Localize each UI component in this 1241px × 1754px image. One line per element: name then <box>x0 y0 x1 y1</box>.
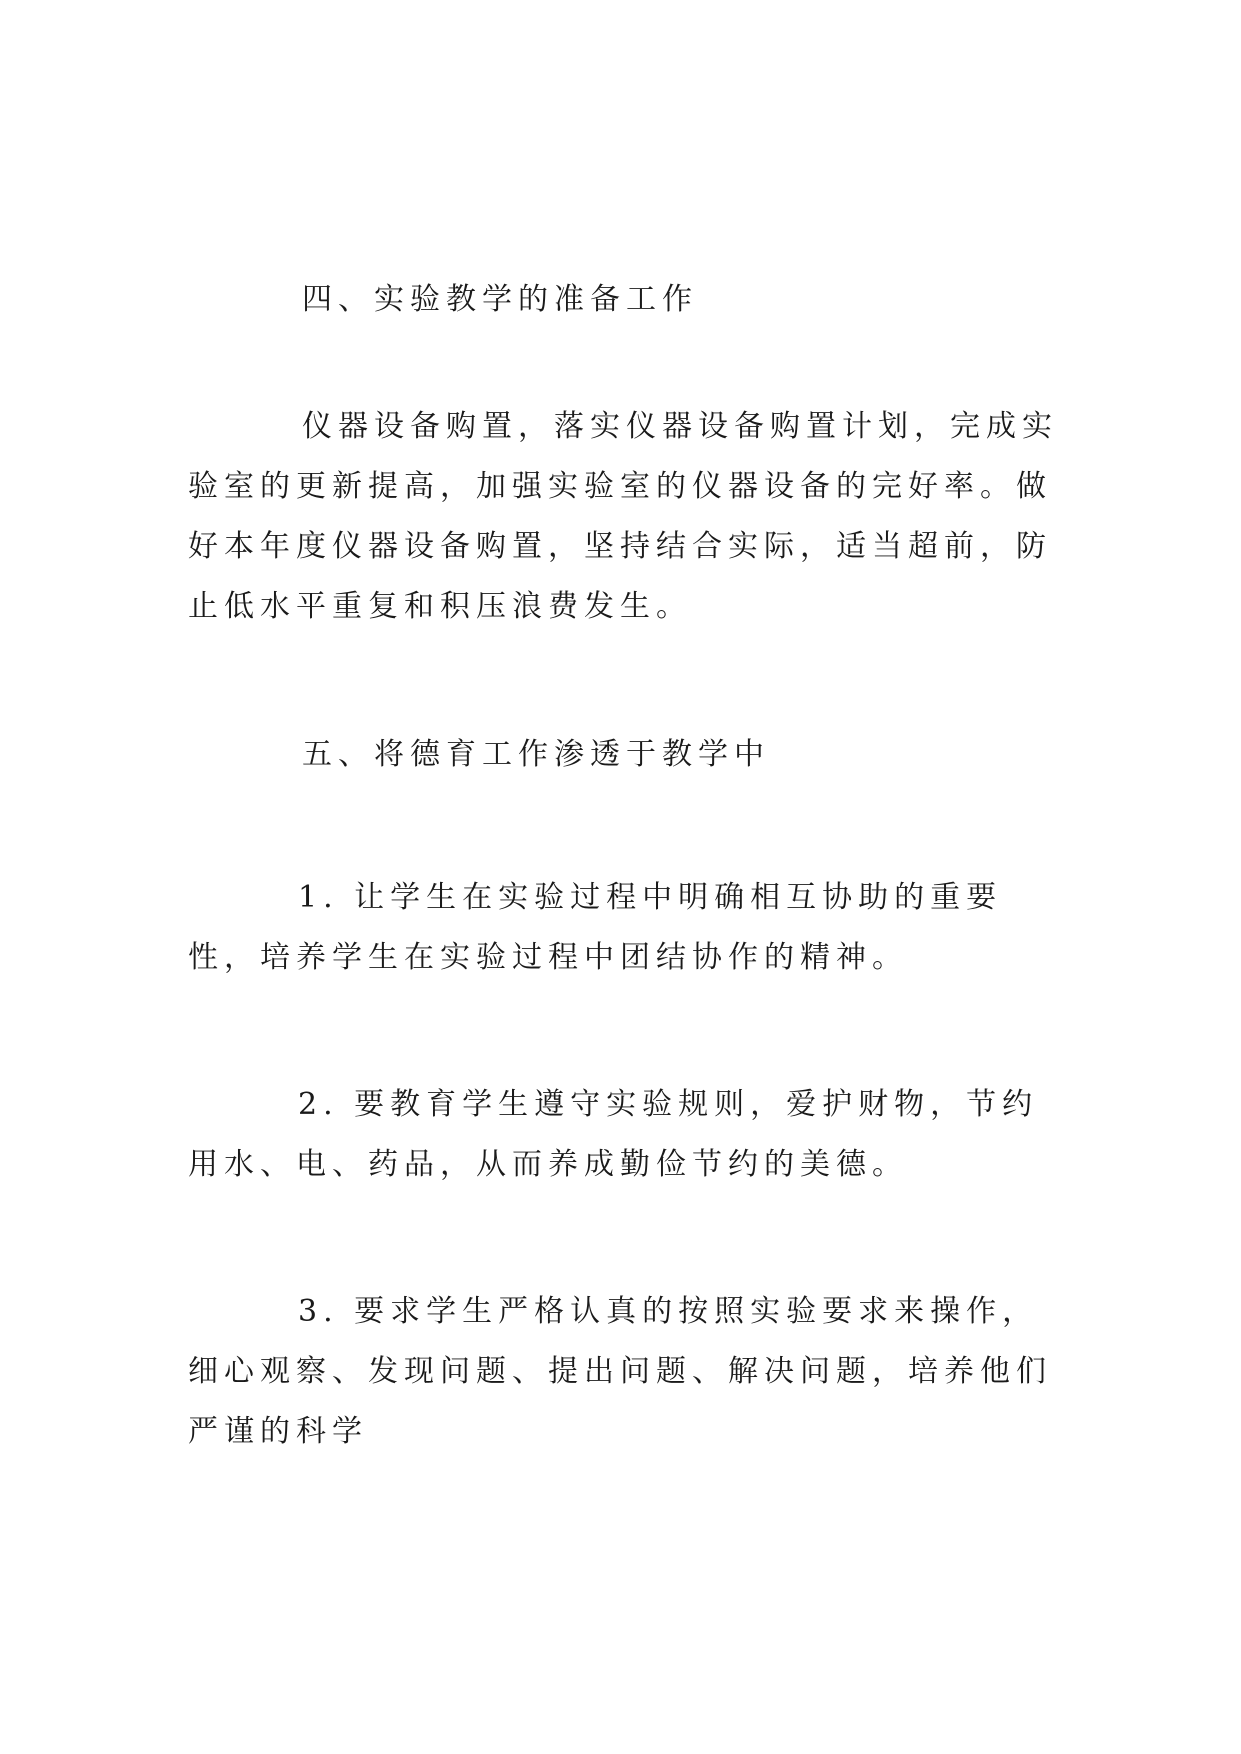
list-item-cooperation: 1. 让学生在实验过程中明确相互协助的重要性，培养学生在实验过程中团结协作的精神。 <box>188 880 1003 975</box>
list-item-scientific-attitude: 3. 要求学生严格认真的按照实验要求来操作，细心观察、发现问题、提出问题、解决问题，培养他们严谨的科学 <box>188 1294 1052 1449</box>
list-item-thrift: 2. 要教育学生遵守实验规则，爱护财物，节约用水、电、药品，从而养成勤俭节约的美德。 <box>188 1087 1039 1182</box>
paragraph-equipment-purchase: 仪器设备购置，落实仪器设备购置计划，完成实验室的更新提高，加强实验室的仪器设备的完好率。做好本年度仪器设备购置，坚持结合实际，适当超前，防止低水平重复和积压浪费发生。 <box>188 409 1058 624</box>
section-heading-moral-education: 五、将德育工作渗透于教学中 <box>302 737 770 772</box>
section-heading-preparation: 四、实验教学的准备工作 <box>302 282 698 317</box>
